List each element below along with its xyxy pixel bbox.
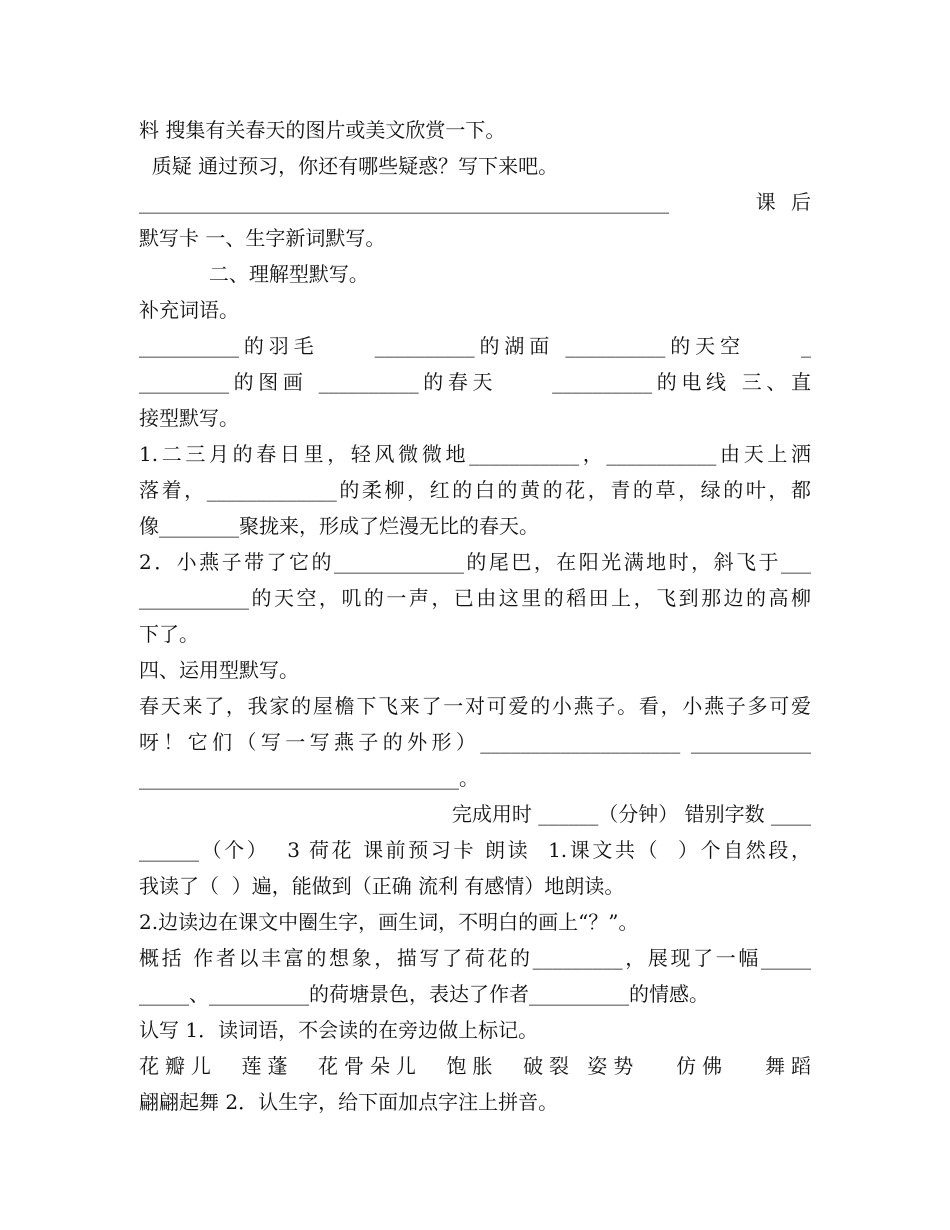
text-line-14: ___________的天空，叽的一声，已由这里的稻田上，飞到那边的高柳 bbox=[139, 586, 811, 610]
text-line-4: 默写卡 一、生字新词默写。 bbox=[139, 226, 386, 250]
text-line-17: 春天来了，我家的屋檐下飞来了一对可爱的小燕子。看，小燕子多可爱 bbox=[139, 694, 811, 718]
text-line-16: 四、运用型默写。 bbox=[139, 658, 299, 682]
text-line-26: 认写 1．读词语，不会读的在旁边做上标记。 bbox=[139, 1018, 539, 1042]
text-line-21: ______（个） 3 荷花 课前预习卡 朗读 1.课文共（ ）个自然段， bbox=[139, 838, 811, 862]
text-line-20: 完成用时 ______（分钟） 错别字数 ____ bbox=[451, 802, 811, 826]
text-line-3: _____________________________________________________ 课后 bbox=[139, 190, 811, 214]
text-line-23: 2.边读边在课文中圈生字，画生词，不明白的画上“？”。 bbox=[139, 910, 639, 934]
text-line-9: 接型默写。 bbox=[139, 406, 239, 430]
text-line-22: 我读了（ ）遍，能做到（正确 流利 有感情）地朗读。 bbox=[139, 874, 625, 898]
text-line-25: _____、__________的荷塘景色，表达了作者__________的情感。 bbox=[139, 982, 709, 1006]
text-line-13: 2．小燕子带了它的_____________的尾巴，在阳光满地时，斜飞于___ bbox=[139, 550, 811, 574]
text-line-7: __________的羽毛 __________的湖面 __________的天空 _ bbox=[139, 334, 811, 358]
text-line-6: 补充词语。 bbox=[139, 298, 239, 322]
text-line-19: ________________________________。 bbox=[139, 766, 479, 790]
text-line-11: 落着，_____________的柔柳，红的白的黄的花，青的草，绿的叶，都 bbox=[139, 478, 811, 502]
text-line-10: 1.二三月的春日里，轻风微微地___________，___________由天上洒 bbox=[139, 442, 811, 466]
text-line-1: 料 搜集有关春天的图片或美文欣赏一下。 bbox=[139, 118, 506, 142]
text-line-24: 概括 作者以丰富的想象，描写了荷花的_________，展现了一幅_____ bbox=[139, 946, 811, 970]
text-line-15: 下了。 bbox=[139, 622, 199, 646]
text-line-2: 质疑 通过预习，你还有哪些疑惑？写下来吧。 bbox=[139, 154, 559, 178]
text-line-5: 二、理解型默写。 bbox=[139, 262, 369, 286]
text-line-18: 呀！它们（写一写燕子的外形）____________________ ____________ bbox=[139, 730, 811, 754]
text-line-28: 翩翩起舞 2．认生字，给下面加点字注上拼音。 bbox=[139, 1090, 559, 1114]
text-line-8: _________的图画 __________的春天 __________的电线 三、直 bbox=[139, 370, 811, 394]
text-line-12: 像________聚拢来，形成了烂漫无比的春天。 bbox=[139, 514, 539, 538]
text-line-27: 花瓣儿 莲蓬 花骨朵儿 饱胀 破裂 姿势 仿佛 舞蹈 bbox=[139, 1054, 811, 1078]
